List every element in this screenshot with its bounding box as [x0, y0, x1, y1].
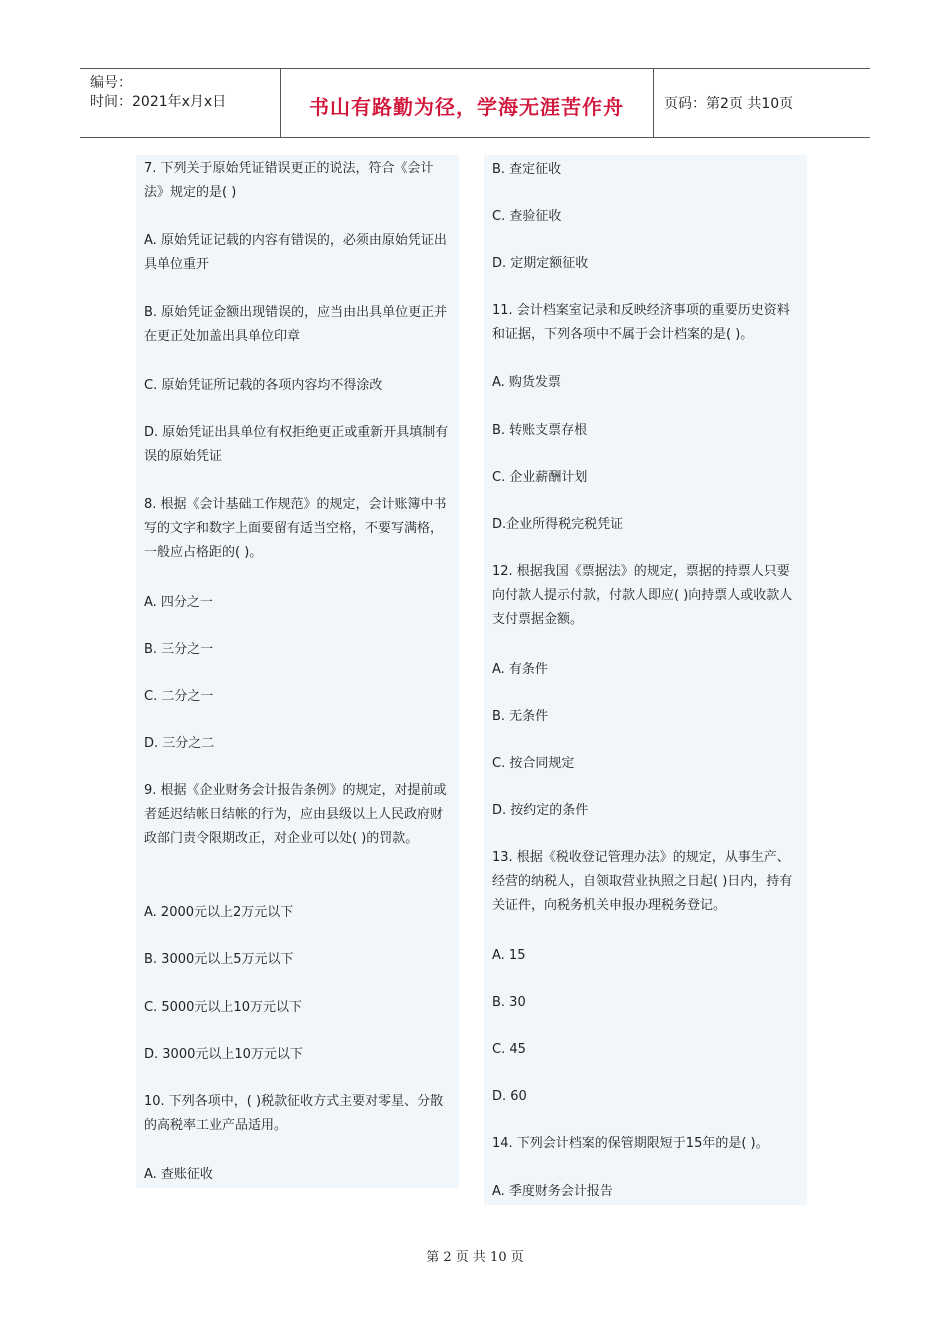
document-header	[80, 68, 870, 138]
left-question-column	[136, 155, 459, 1188]
q8-option-d: D. 三分之二	[144, 736, 215, 751]
q10-option-c: C. 查验征收	[492, 209, 562, 224]
question-14: 14. 下列会计档案的保管期限短于15年的是( )。	[492, 1136, 769, 1151]
q8-option-b: B. 三分之一	[144, 642, 214, 657]
q9-option-d: D. 3000元以上10万元以下	[144, 1047, 303, 1062]
q10-option-b: B. 查定征收	[492, 162, 562, 177]
header-page-code: 页码：第2页 共10页	[664, 96, 794, 112]
document-number-label: 编号：	[90, 75, 132, 91]
q7-option-d: D. 原始凭证出具单位有权拒绝更正或重新开具填制有误的原始凭证	[144, 425, 449, 464]
question-12: 12. 根据我国《票据法》的规定，票据的持票人只要向付款人提示付款，付款人即应( )向持票人或收款人支付票据金额。	[492, 564, 793, 627]
q11-option-c: C. 企业薪酬计划	[492, 470, 588, 485]
q11-option-b: B. 转账支票存根	[492, 423, 588, 438]
page-footer: 第 2 页 共 10 页	[426, 1250, 524, 1265]
q11-option-d: D.企业所得税完税凭证	[492, 517, 624, 532]
q9-option-c: C. 5000元以上10万元以下	[144, 1000, 302, 1015]
question-8: 8. 根据《会计基础工作规范》的规定，会计账簿中书写的文字和数字上面要留有适当空格，不要写满格，一般应占格距的( )。	[144, 497, 447, 560]
question-9: 9. 根据《企业财务会计报告条例》的规定，对提前或者延迟结帐日结帐的行为，应由县级以上人民政府财政部门责令限期改正，对企业可以处( )的罚款。	[144, 783, 447, 846]
header-meta-cell	[80, 69, 281, 137]
right-question-column	[484, 155, 807, 1205]
q12-option-b: B. 无条件	[492, 709, 549, 724]
q13-option-b: B. 30	[492, 995, 526, 1010]
q10-option-d: D. 定期定额征收	[492, 256, 589, 271]
q13-option-a: A. 15	[492, 948, 526, 963]
q7-option-c: C. 原始凭证所记载的各项内容均不得涂改	[144, 378, 383, 393]
question-7: 7. 下列关于原始凭证错误更正的说法，符合《会计法》规定的是( )	[144, 161, 434, 200]
q8-option-a: A. 四分之一	[144, 595, 213, 610]
q14-option-a: A. 季度财务会计报告	[492, 1184, 613, 1199]
q7-option-a: A. 原始凭证记载的内容有错误的，必须由原始凭证出具单位重开	[144, 233, 447, 272]
document-date-label: 时间：2021年x月x日	[90, 94, 227, 110]
q11-option-a: A. 购货发票	[492, 375, 561, 390]
q10-option-a: A. 查账征收	[144, 1167, 213, 1182]
question-10: 10. 下列各项中，( )税款征收方式主要对零星、分散的高税率工业产品适用。	[144, 1094, 444, 1133]
q12-option-a: A. 有条件	[492, 662, 548, 677]
q12-option-d: D. 按约定的条件	[492, 803, 589, 818]
q9-option-a: A. 2000元以上2万元以下	[144, 905, 294, 920]
q7-option-b: B. 原始凭证金额出现错误的，应当由出具单位更正并在更正处加盖出具单位印章	[144, 305, 448, 344]
header-motto: 书山有路勤为径，学海无涯苦作舟	[309, 95, 624, 119]
q8-option-c: C. 二分之一	[144, 689, 214, 704]
q13-option-c: C. 45	[492, 1042, 526, 1057]
header-motto-cell	[280, 69, 654, 137]
q13-option-d: D. 60	[492, 1089, 527, 1104]
q12-option-c: C. 按合同规定	[492, 756, 575, 771]
header-page-cell	[654, 69, 870, 137]
question-11: 11. 会计档案室记录和反映经济事项的重要历史资料和证据，下列各项中不属于会计档案的是( )。	[492, 303, 790, 342]
question-13: 13. 根据《税收登记管理办法》的规定，从事生产、经营的纳税人，自领取营业执照之日起( )日内，持有关证件，向税务机关申报办理税务登记。	[492, 850, 793, 913]
q9-option-b: B. 3000元以上5万元以下	[144, 952, 294, 967]
